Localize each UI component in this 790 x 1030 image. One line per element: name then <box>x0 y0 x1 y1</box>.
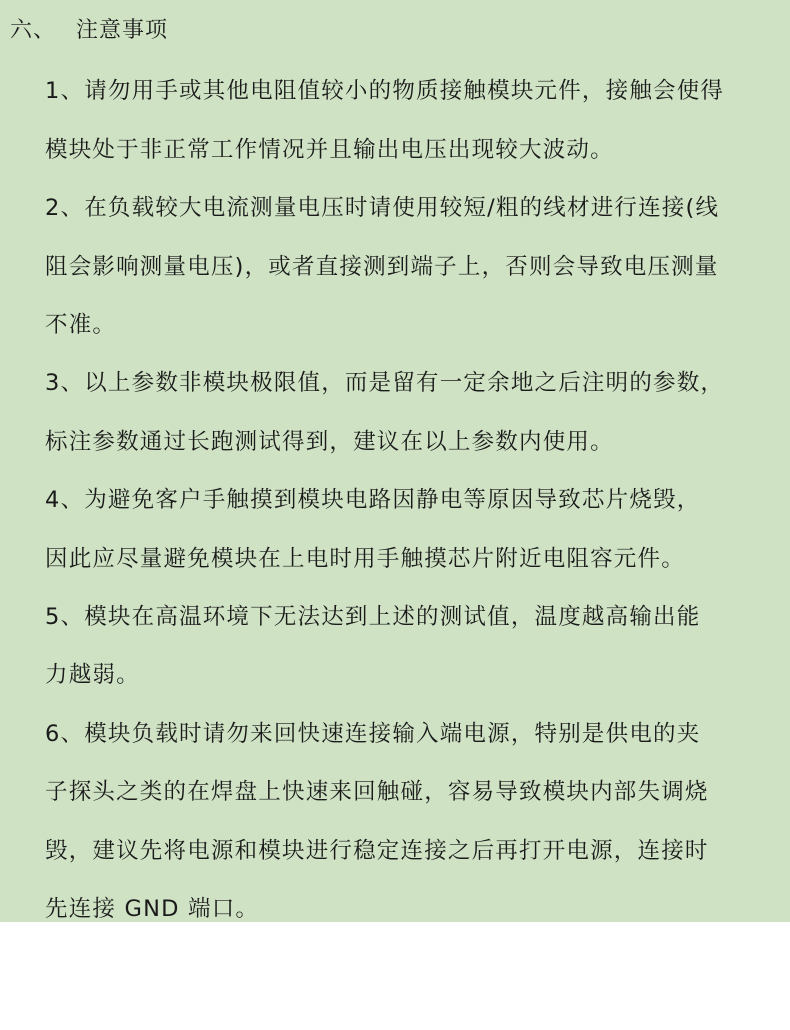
note-4-line-1: 4、为避免客户手触摸到模块电路因静电等原因导致芯片烧毁， <box>45 487 701 513</box>
note-2-line-3: 不准。 <box>45 312 117 338</box>
note-1-line-1: 1、请勿用手或其他电阻值较小的物质接触模块元件，接触会使得 <box>45 78 725 104</box>
note-5-line-2: 力越弱。 <box>45 662 140 688</box>
note-6-line-2: 子探头之类的在焊盘上快速来回触碰，容易导致模块内部失调烧 <box>45 779 709 805</box>
section-title: 注意事项 <box>76 18 169 43</box>
section-heading <box>10 14 168 48</box>
note-3-line-1: 3、以上参数非模块极限值，而是留有一定余地之后注明的参数， <box>45 370 725 396</box>
note-2-line-2: 阻会影响测量电压)，或者直接测到端子上，否则会导致电压测量 <box>45 254 719 280</box>
note-6-line-4: 先连接 GND 端口。 <box>45 896 260 922</box>
note-6-line-3: 毁，建议先将电源和模块进行稳定连接之后再打开电源，连接时 <box>45 838 709 864</box>
note-4-line-2: 因此应尽量避免模块在上电时用手触摸芯片附近电阻容元件。 <box>45 546 685 572</box>
note-3-line-2: 标注参数通过长跑测试得到，建议在以上参数内使用。 <box>45 429 614 455</box>
note-6-line-1: 6、模块负载时请勿来回快速连接输入端电源，特别是供电的夹 <box>45 721 701 747</box>
note-5-line-1: 5、模块在高温环境下无法达到上述的测试值，温度越高输出能 <box>45 604 701 630</box>
note-2-line-1: 2、在负载较大电流测量电压时请使用较短/粗的线材进行连接(线 <box>45 195 720 221</box>
section-number: 六、 <box>10 18 57 43</box>
note-1-line-2: 模块处于非正常工作情况并且输出电压出现较大波动。 <box>45 137 614 163</box>
